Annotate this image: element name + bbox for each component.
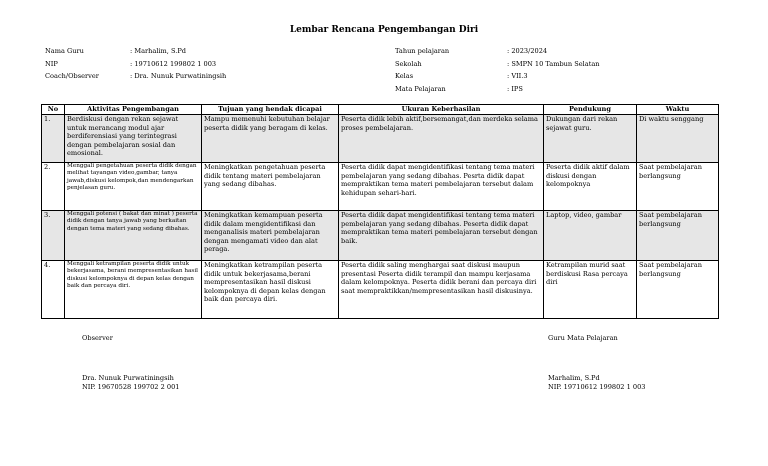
school-info [395,45,600,95]
cell-aktivitas: Berdiskusi dengan rekan sejawat untuk merancang modul ajar berdiferensiasi yang terintegrasi dengan pembelajaran sosial dan emosional. [65,115,202,163]
cell-no: 1. [42,115,65,163]
cell-pendukung: Peserta didik aktif dalam diskusi dengan kelompoknya [544,163,637,211]
cell-waktu: Saat pembelajaran berlangsung [637,261,719,319]
info-row-tahun [395,45,600,58]
info-value: : Dra. Nunuk Purwatiningsih [130,72,227,80]
info-label: Mata Pelajaran [395,84,446,93]
cell-ukuran: Peserta didik dapat mengidentifikasi tentang tema materi pembelajaran yang sedang dibahas. Pesrta didik dapat mempraktikan tema materi pembelajaran tersebut dalam kehidupan sehari-hari. [339,163,544,211]
cell-aktivitas: Menggali potensi ( bakat dan minat ) peserta didik dengan tanya jawab yang berkaitan dengan tema materi yang sedang dibahas. [65,211,202,261]
cell-tujuan: Meningkatkan kemampuan peserta didik dalam mengidentifikasi dan menganalisis materi pembelajaran dengan mengamati video dan alat peraga. [202,211,339,261]
info-label: Sekolah [395,59,422,68]
cell-ukuran: Peserta didik saling menghargai saat diskusi maupun presentasi Peserta didik terampil dan mampu kerjasama dalam kelompoknya. Peserta didik berani dan percaya diri saat mempraktikkan/mempresentasikan hasil diskusinya. [339,261,544,319]
cell-waktu: Saat pembelajaran berlangsung [637,163,719,211]
info-label: Tahun pelajaran [395,47,450,55]
info-label: Nama Guru [45,47,84,55]
header-no: No [42,105,65,115]
info-row-kelas [395,70,600,83]
cell-pendukung: Ketrampilan murid saat berdiskusi Rasa percaya diri [544,261,637,319]
cell-tujuan: Meningkatkan pengetahuan peserta didik tentang materi pembelajaran yang sedang dibahas. [202,163,339,211]
header-ukuran: Ukuran Keberhasilan [339,105,544,115]
cell-aktivitas: Menggali ketrampilan peserta didik untuk bekerjasama, berani mempresentasikan hasil diskusi kelompoknya di depan kelas dengan baik dan percaya diri. [65,261,202,319]
table-row [42,115,719,163]
cell-ukuran: Peserta didik dapat mengidentifikasi tentang tema materi pembelajaran yang sedang dibahas. Peserta didik dapat mempraktikan tema materi pembelajaran tersebut dengan baik. [339,211,544,261]
teacher-info [45,45,226,83]
cell-no: 3. [42,211,65,261]
cell-no: 2. [42,163,65,211]
cell-aktivitas: Menggali pengetahuan peserta didik dengan melihat tayangan video,gambar, tanya jawab,diskusi kelompok,dan mendengarkan penjelasan guru. [65,163,202,211]
info-label: NIP [45,59,58,68]
table-header-row [42,105,719,115]
info-value: : VII.3 [507,72,528,80]
observer-nip: NIP. 19670528 199702 2 001 [82,383,180,391]
info-label: Kelas [395,72,414,80]
teacher-title: Guru Mata Pelajaran [548,334,618,342]
info-row-sekolah [395,58,600,71]
cell-ukuran: Peserta didik lebih aktif,bersemangat,dan merdeka selama proses pembelajaran. [339,115,544,163]
table-row [42,261,719,319]
header-waktu: Waktu [637,105,719,115]
info-value: : IPS [507,84,523,93]
header-tujuan: Tujuan yang hendak dicapai [202,105,339,115]
cell-tujuan: Meningkatkan ketrampilan peserta didik untuk bekerjasama,berani mempresentasikan hasil diskusi kelompoknya di depan kelas dengan baik dan percaya diri. [202,261,339,319]
info-value: : 2023/2024 [507,47,548,55]
info-row-nama-guru [45,45,226,58]
cell-pendukung: Dukungan dari rekan sejawat guru. [544,115,637,163]
document-title: Lembar Rencana Pengembangan Diri [289,25,479,35]
info-value: : Marhalim, S.Pd [130,47,187,55]
cell-no: 4. [42,261,65,319]
info-value: : SMPN 10 Tambun Selatan [507,59,600,68]
teacher-name: Marhalim, S.Pd [548,374,600,382]
header-pendukung: Pendukung [544,105,637,115]
cell-pendukung: Laptop, video, gambar [544,211,637,261]
observer-title: Observer [82,334,113,342]
cell-waktu: Di waktu senggang [637,115,719,163]
table-row [42,211,719,261]
header-aktivitas: Aktivitas Pengembangan [65,105,202,115]
development-plan-table [41,104,719,319]
cell-waktu: Saat pembelajaran berlangsung [637,211,719,261]
info-value: : 19710612 199802 1 003 [130,59,217,68]
observer-name: Dra. Nunuk Purwatiningsih [82,374,174,382]
cell-tujuan: Mampu memenuhi kebutuhan belajar peserta didik yang beragam di kelas. [202,115,339,163]
info-row-mapel [395,83,600,96]
table-row [42,163,719,211]
info-row-nip [45,58,226,71]
info-row-coach [45,70,226,83]
info-label: Coach/Observer [45,72,99,80]
teacher-nip: NIP. 19710612 199802 1 003 [548,383,646,391]
